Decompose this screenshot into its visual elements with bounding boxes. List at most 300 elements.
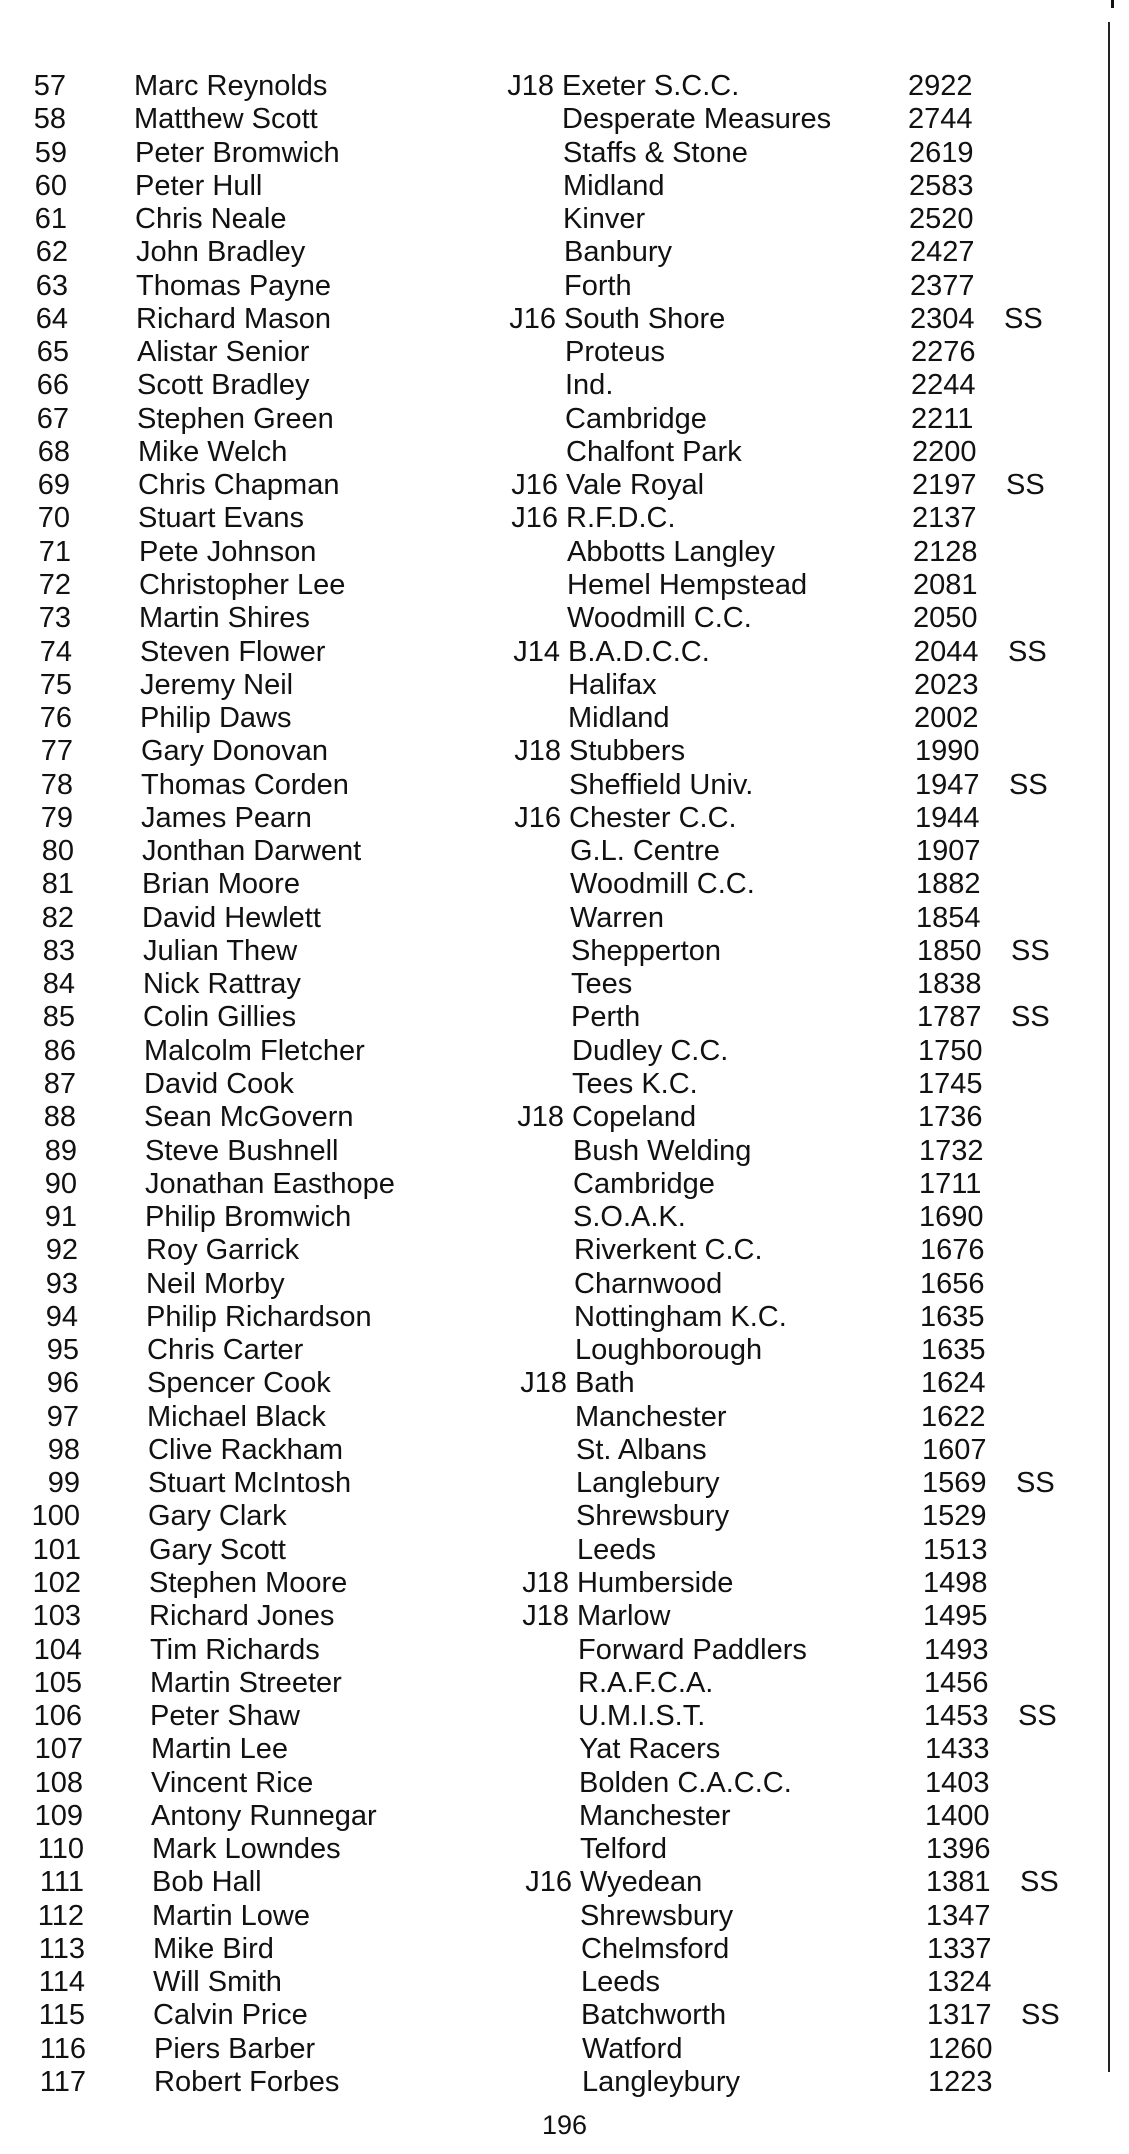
club-name: Batchworth	[581, 1999, 727, 2031]
club-name: Sheffield Univ.	[569, 769, 754, 801]
competitor-name: Richard Jones	[149, 1600, 335, 1632]
points-value: 1223	[928, 2066, 993, 2098]
competitor-name: Martin Shires	[139, 602, 310, 634]
points-value: 1711	[919, 1168, 982, 1200]
position-number: 105	[33, 1667, 82, 1699]
result-row	[0, 769, 1129, 802]
competitor-name: Martin Lowe	[152, 1900, 310, 1932]
points-value: 2081	[913, 569, 978, 601]
ss-flag: SS	[1006, 469, 1045, 501]
points-value: 1787	[917, 1001, 982, 1033]
position-number: 75	[39, 669, 72, 701]
ss-flag: SS	[1009, 769, 1048, 801]
competitor-name: Philip Daws	[140, 702, 292, 734]
points-value: 2197	[912, 469, 977, 501]
result-row	[0, 203, 1129, 236]
ss-flag: SS	[1008, 636, 1047, 668]
club-name: Chelmsford	[581, 1933, 730, 1965]
club-name: Langlebury	[576, 1467, 720, 1499]
club-name: Telford	[580, 1833, 668, 1865]
points-value: 2922	[908, 70, 973, 102]
position-number: 97	[46, 1401, 79, 1433]
club-name: Woodmill C.C.	[567, 602, 752, 634]
position-number: 95	[46, 1334, 79, 1366]
competitor-name: Gary Scott	[149, 1534, 286, 1566]
points-value: 1854	[916, 902, 981, 934]
result-row	[0, 2066, 1129, 2099]
result-row	[0, 137, 1129, 170]
club-name: Abbotts Langley	[567, 536, 775, 568]
result-row	[0, 1767, 1129, 1800]
position-number: 80	[41, 835, 74, 867]
points-value: 2304	[910, 303, 975, 335]
result-row	[0, 1301, 1129, 1334]
result-row	[0, 1999, 1129, 2032]
position-number: 103	[32, 1600, 81, 1632]
position-number: 64	[35, 303, 68, 335]
club-name: Loughborough	[575, 1334, 763, 1366]
position-number: 108	[34, 1767, 83, 1799]
points-value: 1456	[924, 1667, 989, 1699]
club-name: Perth	[571, 1001, 641, 1033]
position-number: 71	[38, 536, 71, 568]
competitor-name: Nick Rattray	[143, 968, 301, 1000]
result-row	[0, 1733, 1129, 1766]
points-value: 1745	[918, 1068, 983, 1100]
club-name: Kinver	[563, 203, 646, 235]
points-value: 1498	[923, 1567, 988, 1599]
age-class: J16	[511, 502, 558, 534]
position-number: 82	[41, 902, 74, 934]
points-value: 2050	[913, 602, 978, 634]
club-name: Charnwood	[574, 1268, 723, 1300]
result-row	[0, 1367, 1129, 1400]
points-value: 1882	[916, 868, 981, 900]
competitor-name: Alistar Senior	[137, 336, 310, 368]
club-name: Dudley C.C.	[572, 1035, 729, 1067]
points-value: 2211	[911, 403, 974, 435]
result-row	[0, 303, 1129, 336]
points-value: 2744	[908, 103, 973, 135]
points-value: 1396	[926, 1833, 991, 1865]
result-row	[0, 1334, 1129, 1367]
points-value: 1624	[921, 1367, 986, 1399]
result-row	[0, 1068, 1129, 1101]
competitor-name: Peter Shaw	[150, 1700, 300, 1732]
position-number: 100	[31, 1500, 80, 1532]
points-value: 1493	[924, 1634, 989, 1666]
position-number: 59	[34, 137, 67, 169]
position-number: 112	[37, 1900, 84, 1932]
club-name: Ind.	[565, 369, 614, 401]
result-row	[0, 835, 1129, 868]
club-name: Forward Paddlers	[578, 1634, 807, 1666]
position-number: 72	[38, 569, 71, 601]
competitor-name: Martin Lee	[151, 1733, 289, 1765]
club-name: G.L. Centre	[570, 835, 720, 867]
result-row	[0, 469, 1129, 502]
competitor-name: Vincent Rice	[151, 1767, 314, 1799]
points-value: 1736	[918, 1101, 983, 1133]
competitor-name: David Cook	[144, 1068, 294, 1100]
position-number: 74	[39, 636, 72, 668]
result-row	[0, 968, 1129, 1001]
position-number: 65	[36, 336, 69, 368]
position-number: 73	[38, 602, 71, 634]
result-row	[0, 1900, 1129, 1933]
position-number: 116	[39, 2033, 86, 2065]
ss-flag: SS	[1020, 1866, 1059, 1898]
position-number: 70	[37, 502, 70, 534]
position-number: 79	[40, 802, 73, 834]
club-name: Riverkent C.C.	[574, 1234, 763, 1266]
age-class: J18	[514, 735, 561, 767]
competitor-name: Gary Clark	[148, 1500, 287, 1532]
competitor-name: Philip Bromwich	[145, 1201, 352, 1233]
club-name: Yat Racers	[579, 1733, 721, 1765]
result-row	[0, 1401, 1129, 1434]
points-value: 1495	[923, 1600, 988, 1632]
position-number: 81	[41, 868, 74, 900]
competitor-name: Antony Runnegar	[151, 1800, 377, 1832]
age-class: J16	[514, 802, 561, 834]
points-value: 1990	[915, 735, 980, 767]
position-number: 115	[38, 1999, 85, 2031]
competitor-name: Steven Flower	[140, 636, 326, 668]
competitor-name: Tim Richards	[150, 1634, 320, 1666]
result-row	[0, 569, 1129, 602]
points-value: 1947	[915, 769, 980, 801]
club-name: Vale Royal	[566, 469, 705, 501]
result-row	[0, 336, 1129, 369]
age-class: J18	[520, 1367, 567, 1399]
club-name: Chalfont Park	[566, 436, 742, 468]
club-name: Banbury	[564, 236, 673, 268]
points-value: 1838	[917, 968, 982, 1000]
position-number: 61	[34, 203, 67, 235]
position-number: 63	[35, 270, 68, 302]
club-name: Tees	[571, 968, 633, 1000]
position-number: 96	[46, 1367, 79, 1399]
competitor-name: Gary Donovan	[141, 735, 328, 767]
position-number: 98	[47, 1434, 80, 1466]
competitor-name: Colin Gillies	[143, 1001, 297, 1033]
club-name: Copeland	[572, 1101, 697, 1133]
result-row	[0, 1534, 1129, 1567]
position-number: 111	[39, 1866, 84, 1898]
points-value: 1850	[917, 935, 982, 967]
competitor-name: Neil Morby	[146, 1268, 285, 1300]
result-row	[0, 1833, 1129, 1866]
club-name: R.F.D.C.	[566, 502, 676, 534]
result-row	[0, 1667, 1129, 1700]
position-number: 113	[38, 1933, 85, 1965]
club-name: Nottingham K.C.	[574, 1301, 787, 1333]
club-name: Forth	[564, 270, 632, 302]
club-name: Warren	[570, 902, 664, 934]
competitor-name: David Hewlett	[142, 902, 321, 934]
competitor-name: Clive Rackham	[148, 1434, 343, 1466]
points-value: 1513	[923, 1534, 988, 1566]
club-name: Stubbers	[569, 735, 686, 767]
points-value: 1732	[919, 1135, 984, 1167]
result-row	[0, 1800, 1129, 1833]
position-number: 99	[47, 1467, 80, 1499]
result-row	[0, 103, 1129, 136]
points-value: 2137	[912, 502, 977, 534]
position-number: 85	[42, 1001, 75, 1033]
competitor-name: Stephen Green	[137, 403, 334, 435]
result-row	[0, 1600, 1129, 1633]
result-row	[0, 1268, 1129, 1301]
points-value: 2427	[910, 236, 975, 268]
club-name: Humberside	[577, 1567, 734, 1599]
competitor-name: Mike Welch	[138, 436, 288, 468]
competitor-name: Brian Moore	[142, 868, 300, 900]
result-row	[0, 1201, 1129, 1234]
club-name: Langleybury	[582, 2066, 740, 2098]
position-number: 109	[34, 1800, 83, 1832]
competitor-name: Chris Neale	[135, 203, 287, 235]
points-value: 1907	[916, 835, 981, 867]
points-value: 2200	[912, 436, 977, 468]
ss-flag: SS	[1004, 303, 1043, 335]
points-value: 1676	[920, 1234, 985, 1266]
club-name: Midland	[563, 170, 665, 202]
competitor-name: Scott Bradley	[137, 369, 310, 401]
club-name: R.A.F.C.A.	[578, 1667, 714, 1699]
competitor-name: Steve Bushnell	[145, 1135, 339, 1167]
age-class: J16	[511, 469, 558, 501]
points-value: 1337	[927, 1933, 992, 1965]
result-row	[0, 669, 1129, 702]
result-row	[0, 1966, 1129, 1999]
competitor-name: Bob Hall	[152, 1866, 262, 1898]
club-name: Bolden C.A.C.C.	[579, 1767, 792, 1799]
points-value: 1750	[918, 1035, 983, 1067]
age-class: J14	[513, 636, 560, 668]
age-class: J18	[517, 1101, 564, 1133]
result-row	[0, 70, 1129, 103]
competitor-name: Chris Chapman	[138, 469, 340, 501]
ss-flag: SS	[1021, 1999, 1060, 2031]
competitor-name: Michael Black	[147, 1401, 326, 1433]
position-number: 83	[42, 935, 75, 967]
club-name: Proteus	[565, 336, 665, 368]
competitor-name: Pete Johnson	[139, 536, 317, 568]
competitor-name: Calvin Price	[153, 1999, 308, 2031]
club-name: Tees K.C.	[572, 1068, 698, 1100]
result-row	[0, 802, 1129, 835]
position-number: 91	[44, 1201, 77, 1233]
result-row	[0, 436, 1129, 469]
points-value: 1607	[922, 1434, 987, 1466]
club-name: Desperate Measures	[562, 103, 832, 135]
club-name: Hemel Hempstead	[567, 569, 808, 601]
position-number: 104	[33, 1634, 82, 1666]
position-number: 78	[40, 769, 73, 801]
result-row	[0, 636, 1129, 669]
points-value: 1635	[920, 1301, 985, 1333]
page-number: 196	[541, 2110, 588, 2140]
position-number: 77	[40, 735, 73, 767]
competitor-name: Thomas Payne	[136, 270, 332, 302]
result-row	[0, 735, 1129, 768]
club-name: Halifax	[568, 669, 657, 701]
result-row	[0, 170, 1129, 203]
result-row	[0, 536, 1129, 569]
result-row	[0, 1035, 1129, 1068]
competitor-name: Stuart McIntosh	[148, 1467, 352, 1499]
age-class: J16	[525, 1866, 572, 1898]
competitor-name: Robert Forbes	[154, 2066, 340, 2098]
points-value: 1453	[924, 1700, 989, 1732]
points-value: 2619	[909, 137, 974, 169]
points-value: 1381	[926, 1866, 991, 1898]
result-row	[0, 1500, 1129, 1533]
position-number: 90	[44, 1168, 77, 1200]
competitor-name: Jeremy Neil	[140, 669, 294, 701]
competitor-name: Will Smith	[153, 1966, 282, 1998]
club-name: Leeds	[581, 1966, 661, 1998]
ss-flag: SS	[1011, 935, 1050, 967]
competitor-name: Mark Lowndes	[152, 1833, 341, 1865]
competitor-name: Stephen Moore	[149, 1567, 348, 1599]
result-row	[0, 1234, 1129, 1267]
position-number: 94	[45, 1301, 78, 1333]
points-value: 2244	[911, 369, 976, 401]
position-number: 69	[37, 469, 70, 501]
competitor-name: Roy Garrick	[146, 1234, 300, 1266]
points-value: 1324	[927, 1966, 992, 1998]
points-value: 1347	[926, 1900, 991, 1932]
points-value: 2377	[910, 270, 975, 302]
club-name: Shrewsbury	[580, 1900, 734, 1932]
result-row	[0, 602, 1129, 635]
points-value: 1260	[928, 2033, 993, 2065]
club-name: Bush Welding	[573, 1135, 752, 1167]
age-class: J18	[522, 1600, 569, 1632]
result-row	[0, 935, 1129, 968]
position-number: 67	[36, 403, 69, 435]
club-name: U.M.I.S.T.	[578, 1700, 706, 1732]
club-name: Watford	[582, 2033, 683, 2065]
position-number: 107	[34, 1733, 83, 1765]
position-number: 87	[43, 1068, 76, 1100]
club-name: S.O.A.K.	[573, 1201, 686, 1233]
points-value: 2023	[914, 669, 979, 701]
points-value: 2583	[909, 170, 974, 202]
club-name: Cambridge	[573, 1168, 715, 1200]
position-number: 86	[43, 1035, 76, 1067]
competitor-name: Christopher Lee	[139, 569, 346, 601]
ss-flag: SS	[1018, 1700, 1057, 1732]
points-value: 1622	[921, 1401, 986, 1433]
result-row	[0, 868, 1129, 901]
position-number: 88	[43, 1101, 76, 1133]
result-row	[0, 1866, 1129, 1899]
position-number: 102	[32, 1567, 81, 1599]
result-row	[0, 1001, 1129, 1034]
points-value: 1400	[925, 1800, 990, 1832]
competitor-name: Piers Barber	[154, 2033, 316, 2065]
club-name: B.A.D.C.C.	[568, 636, 710, 668]
competitor-name: Spencer Cook	[147, 1367, 331, 1399]
points-value: 1403	[925, 1767, 990, 1799]
result-row	[0, 1700, 1129, 1733]
position-number: 57	[33, 70, 66, 102]
competitor-name: Mike Bird	[153, 1933, 274, 1965]
result-row	[0, 1634, 1129, 1667]
position-number: 68	[37, 436, 70, 468]
result-row	[0, 1933, 1129, 1966]
points-value: 1656	[920, 1268, 985, 1300]
club-name: Wyedean	[580, 1866, 703, 1898]
competitor-name: Jonthan Darwent	[142, 835, 362, 867]
result-row	[0, 2033, 1129, 2066]
competitor-name: Martin Streeter	[150, 1667, 342, 1699]
competitor-name: Peter Bromwich	[135, 137, 340, 169]
points-value: 1317	[927, 1999, 992, 2031]
club-name: Marlow	[577, 1600, 671, 1632]
club-name: Staffs & Stone	[563, 137, 748, 169]
club-name: South Shore	[564, 303, 726, 335]
points-value: 1944	[915, 802, 980, 834]
points-value: 2002	[914, 702, 979, 734]
position-number: 76	[39, 702, 72, 734]
ss-flag: SS	[1016, 1467, 1055, 1499]
competitor-name: Peter Hull	[135, 170, 263, 202]
position-number: 110	[37, 1833, 84, 1865]
club-name: Bath	[575, 1367, 635, 1399]
age-class: J18	[522, 1567, 569, 1599]
points-value: 1529	[922, 1500, 987, 1532]
competitor-name: James Pearn	[141, 802, 312, 834]
result-row	[0, 270, 1129, 303]
points-value: 1569	[922, 1467, 987, 1499]
age-class: J16	[509, 303, 556, 335]
points-value: 2128	[913, 536, 978, 568]
position-number: 62	[35, 236, 68, 268]
age-class: J18	[507, 70, 554, 102]
competitor-name: Marc Reynolds	[134, 70, 328, 102]
position-number: 66	[36, 369, 69, 401]
result-row	[0, 236, 1129, 269]
result-row	[0, 369, 1129, 402]
position-number: 114	[38, 1966, 85, 1998]
position-number: 106	[33, 1700, 82, 1732]
club-name: Shrewsbury	[576, 1500, 730, 1532]
club-name: Midland	[568, 702, 670, 734]
club-name: Manchester	[575, 1401, 727, 1433]
club-name: Manchester	[579, 1800, 731, 1832]
competitor-name: Richard Mason	[136, 303, 332, 335]
result-row	[0, 902, 1129, 935]
club-name: Cambridge	[565, 403, 707, 435]
result-row	[0, 1467, 1129, 1500]
club-name: Chester C.C.	[569, 802, 737, 834]
position-number: 84	[42, 968, 75, 1000]
competitor-name: Sean McGovern	[144, 1101, 354, 1133]
result-row	[0, 1434, 1129, 1467]
position-number: 93	[45, 1268, 78, 1300]
position-number: 117	[39, 2066, 86, 2098]
position-number: 101	[32, 1534, 81, 1566]
points-value: 2520	[909, 203, 974, 235]
points-value: 1690	[919, 1201, 984, 1233]
competitor-name: Jonathan Easthope	[145, 1168, 395, 1200]
result-row	[0, 403, 1129, 436]
